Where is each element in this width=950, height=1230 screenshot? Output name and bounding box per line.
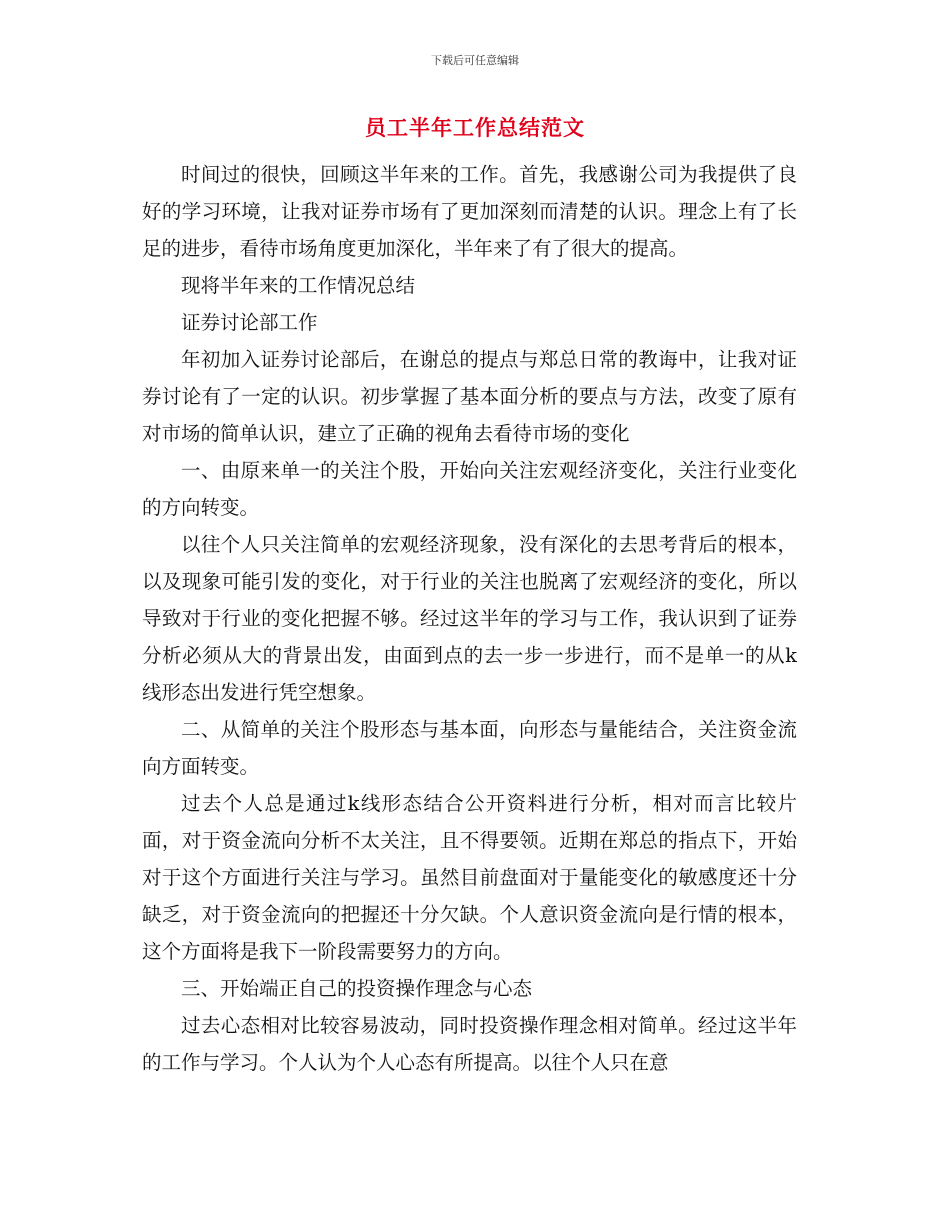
paragraph: 过去心态相对比较容易波动，同时投资操作理念相对简单。经过这半年的工作与学习。个人认为个人心态有所提高。以往个人只在意: [142, 1014, 797, 1074]
page-header: 下载后可任意编辑: [431, 54, 519, 67]
paragraph: 年初加入证券讨论部后，在谢总的提点与郑总日常的教诲中，让我对证券讨论有了一定的认识。初步掌握了基本面分析的要点与方法，改变了原有对市场的简单认识，建立了正确的视角去看待市场的变化: [142, 348, 797, 445]
paragraph: 二、从简单的关注个股形态与基本面，向形态与量能结合，关注资金流向方面转变。: [142, 718, 797, 778]
paragraph: 时间过的很快，回顾这半年来的工作。首先，我感谢公司为我提供了良好的学习环境，让我对证券市场有了更加深刻而清楚的认识。理念上有了长足的进步，看待市场角度更加深化，半年来了有了很大的提高。: [142, 163, 797, 260]
paragraph: 过去个人总是通过k线形态结合公开资料进行分析，相对而言比较片面，对于资金流向分析不太关注，且不得要领。近期在郑总的指点下，开始对于这个方面进行关注与学习。虽然目前盘面对于量能变化的敏感度还十分缺乏，对于资金流向的把握还十分欠缺。个人意识资金流向是行情的根本，这个方面将是我下一阶段需要努力的方向。: [142, 792, 797, 963]
paragraph: 证券讨论部工作: [181, 311, 318, 334]
paragraph: 一、由原来单一的关注个股，开始向关注宏观经济变化，关注行业变化的方向转变。: [142, 459, 797, 519]
paragraph: 现将半年来的工作情况总结: [181, 274, 416, 297]
document-title: 员工半年工作总结范文: [365, 115, 585, 140]
paragraph: 以往个人只关注简单的宏观经济现象，没有深化的去思考背后的根本，以及现象可能引发的变化，对于行业的关注也脱离了宏观经济的变化，所以导致对于行业的变化把握不够。经过这半年的学习与工作，我认识到了证券分析必须从大的背景出发，由面到点的去一步一步进行，而不是单一的从k线形态出发进行凭空想象。: [142, 533, 797, 704]
document-body: [142, 156, 797, 1081]
paragraph: 三、开始端正自己的投资操作理念与心态: [181, 977, 533, 1000]
